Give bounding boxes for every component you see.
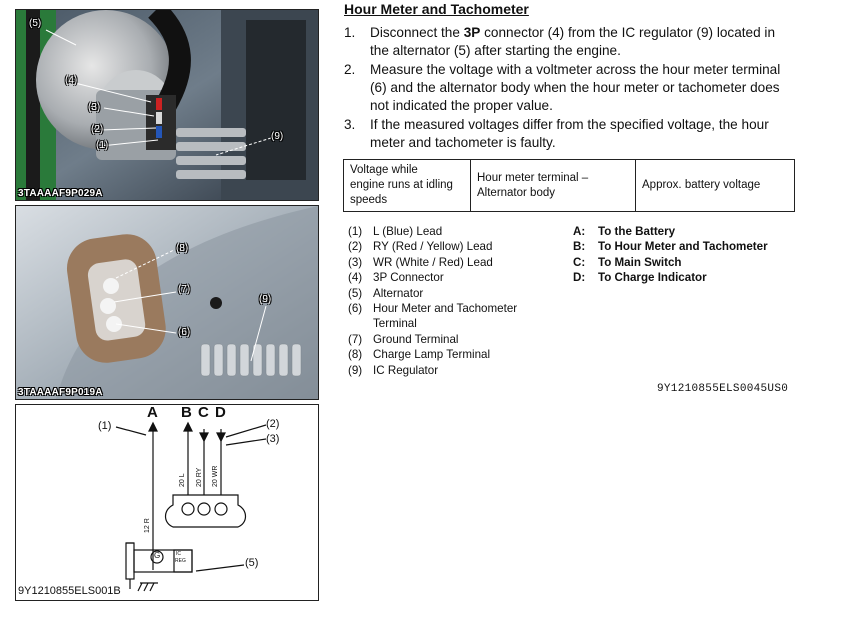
legend-label: Alternator (373, 286, 424, 300)
step-text-bold: 3P (463, 25, 481, 40)
photo1-callout-2: (2) (91, 124, 104, 135)
terminal-cell (471, 160, 636, 212)
alternator-photo-2 (15, 205, 319, 400)
reg-label: REG (175, 558, 186, 564)
terminal-line: Alternator body (477, 186, 555, 199)
legend-number: (2) (348, 240, 363, 254)
alternator-photo-2-image (16, 206, 318, 399)
wire-label-l: 20 L (179, 473, 186, 487)
legend-item (348, 301, 517, 316)
destination-label: To Charge Indicator (598, 271, 707, 285)
legend-label: 3P Connector (373, 271, 444, 285)
legend-number: (9) (348, 363, 363, 377)
condition-line: engine runs at idling (350, 179, 453, 191)
step-number: 3. (344, 117, 356, 132)
legend-item (348, 363, 517, 378)
condition-line: speeds (350, 194, 388, 206)
legend-number: (3) (348, 255, 363, 269)
destination-item (573, 239, 768, 254)
legend-item-continued (348, 316, 517, 331)
condition-cell (344, 160, 471, 212)
legend-number: (4) (348, 271, 363, 285)
legend-item (348, 255, 517, 270)
destination-item (573, 224, 768, 239)
diagram-letter-d: D (215, 404, 226, 421)
legend-number: (1) (348, 225, 363, 238)
alternator-photo-1 (15, 9, 319, 201)
legend-number: (7) (348, 332, 363, 346)
photo1-callout-4: (4) (65, 75, 78, 86)
wire-destination-legend (573, 224, 768, 286)
destination-item (573, 255, 768, 270)
destination-key: B: (573, 240, 586, 254)
diagram-callout-2: (2) (266, 418, 280, 430)
destination-item (573, 270, 768, 285)
document-code: 9Y1210855ELS0045US0 (657, 383, 789, 395)
section-title: Hour Meter and Tachometer (344, 1, 529, 17)
legend-label: Terminal (373, 317, 417, 331)
value-cell: Approx. battery voltage (636, 160, 795, 212)
step-text-post: connector (4) from the IC regulator (9) located in the alternator (5) after starting the engine. (370, 25, 776, 58)
step-number: 2. (344, 62, 356, 77)
diagram-callout-3: (3) (266, 433, 280, 445)
legend-number: (8) (348, 348, 363, 362)
step-2 (344, 61, 796, 115)
step-1 (344, 24, 796, 60)
diagram-callout-5: (5) (245, 557, 259, 569)
step-number: 1. (344, 25, 356, 40)
wire-label-wr: 20 WR (212, 465, 219, 487)
legend-label: Hour Meter and Tachometer (373, 302, 518, 316)
diagram-letter-c: C (198, 404, 209, 421)
destination-label: To Main Switch (598, 255, 682, 269)
photo2-callout-8: (8) (176, 243, 189, 254)
parts-legend (348, 224, 517, 378)
destination-label: To the Battery (598, 225, 676, 238)
generator-symbol: G (154, 551, 161, 560)
photo1-id: 3TAAAAF9P029A (18, 188, 103, 199)
destination-key: D: (573, 271, 586, 285)
legend-item (348, 347, 517, 362)
legend-number: (6) (348, 302, 363, 316)
legend-label: WR (White / Red) Lead (373, 255, 493, 269)
alternator-photo-1-image (16, 10, 318, 200)
wire-label-r: 12 R (144, 518, 151, 533)
step-text: Measure the voltage with a voltmeter across the hour meter terminal (6) and the alternator body when the hour meter or tachometer does not indicated the proper value. (370, 62, 781, 113)
destination-key: A: (573, 225, 586, 238)
ic-label: IC (176, 551, 181, 557)
terminal-line: Hour meter terminal – (477, 171, 589, 184)
legend-item (348, 270, 517, 285)
diagram-id: 9Y1210855ELS001B (18, 585, 121, 597)
destination-key: C: (573, 255, 586, 269)
legend-label: RY (Red / Yellow) Lead (373, 240, 493, 254)
condition-line: Voltage while (350, 164, 418, 176)
table-row (344, 160, 795, 212)
photo1-callout-1: (1) (96, 140, 109, 151)
diagram-letter-b: B (181, 404, 192, 421)
legend-label: IC Regulator (373, 363, 439, 377)
legend-item (348, 239, 517, 254)
photo1-callout-9: (9) (271, 131, 284, 142)
legend-label: Charge Lamp Terminal (373, 348, 491, 362)
specification-table (343, 159, 795, 212)
photo2-id: 3TAAAAF9P019A (18, 387, 103, 398)
step-text-pre: Disconnect the (370, 25, 464, 40)
legend-label: Ground Terminal (373, 332, 459, 346)
destination-label: To Hour Meter and Tachometer (598, 240, 768, 254)
wire-label-ry: 20 RY (196, 467, 203, 487)
legend-item (348, 332, 517, 347)
wiring-diagram (15, 404, 319, 601)
diagram-callout-1: (1) (98, 420, 112, 432)
photo1-callout-3: (3) (88, 102, 101, 113)
procedure-steps (344, 24, 796, 153)
diagram-letter-a: A (147, 404, 158, 421)
step-3 (344, 116, 796, 152)
photo2-callout-9: (9) (259, 294, 272, 305)
photo2-callout-7: (7) (178, 284, 191, 295)
photo1-callout-5: (5) (29, 18, 42, 29)
legend-number: (5) (348, 286, 363, 300)
legend-label: L (Blue) Lead (373, 225, 443, 238)
legend-item (348, 224, 517, 239)
legend-item (348, 286, 517, 301)
photo2-callout-6: (6) (178, 327, 191, 338)
step-text: If the measured voltages differ from the specified voltage, the hour meter and tachometer is faulty. (370, 117, 769, 150)
